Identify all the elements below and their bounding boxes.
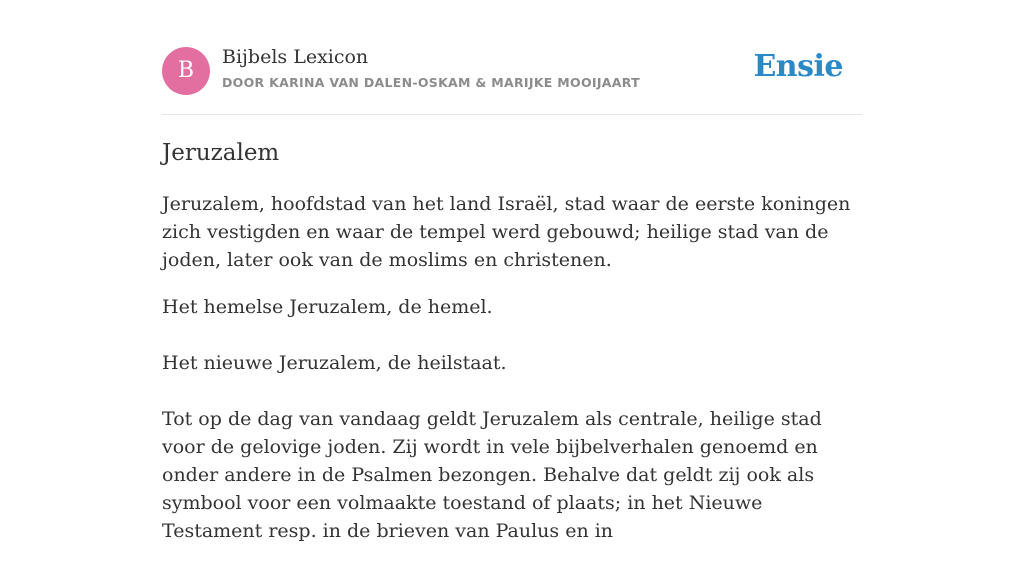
entry-content — [162, 138, 862, 564]
avatar[interactable]: B — [162, 47, 210, 95]
book-title[interactable]: Bijbels Lexicon — [222, 46, 369, 68]
header — [162, 46, 862, 115]
paragraph-gap — [162, 377, 862, 405]
entry-definition: Jeruzalem, hoofdstad van het land Israël, stad waar de eerste koningen zich vestigden en waar de tempel werd gebouwd; heilige stad van de joden, later ook van de moslims en christenen. — [162, 193, 851, 271]
brand-logo[interactable]: Ensie — [753, 49, 843, 84]
entry-body: Tot op de dag van vandaag geldt Jeruzalem als centrale, heilige stad voor de gelovige joden. Zij wordt in vele bijbelverhalen genoemd en onder andere in de Psalmen bezongen. Behalve dat geldt zij ook als symbool voor een volmaakte toestand of plaats; in het Nieuwe Testament resp. in de brieven van Paulus en in — [162, 408, 822, 542]
entry-title: Jeruzalem — [162, 140, 280, 166]
entry-line-hemelse: Het hemelse Jeruzalem, de hemel. — [162, 296, 493, 318]
entry-line-nieuwe: Het nieuwe Jeruzalem, de heilstaat. — [162, 352, 507, 374]
paragraph-gap — [162, 321, 862, 349]
author-byline: DOOR KARINA VAN DALEN-OSKAM & MARIJKE MOOIJAART — [222, 75, 640, 90]
